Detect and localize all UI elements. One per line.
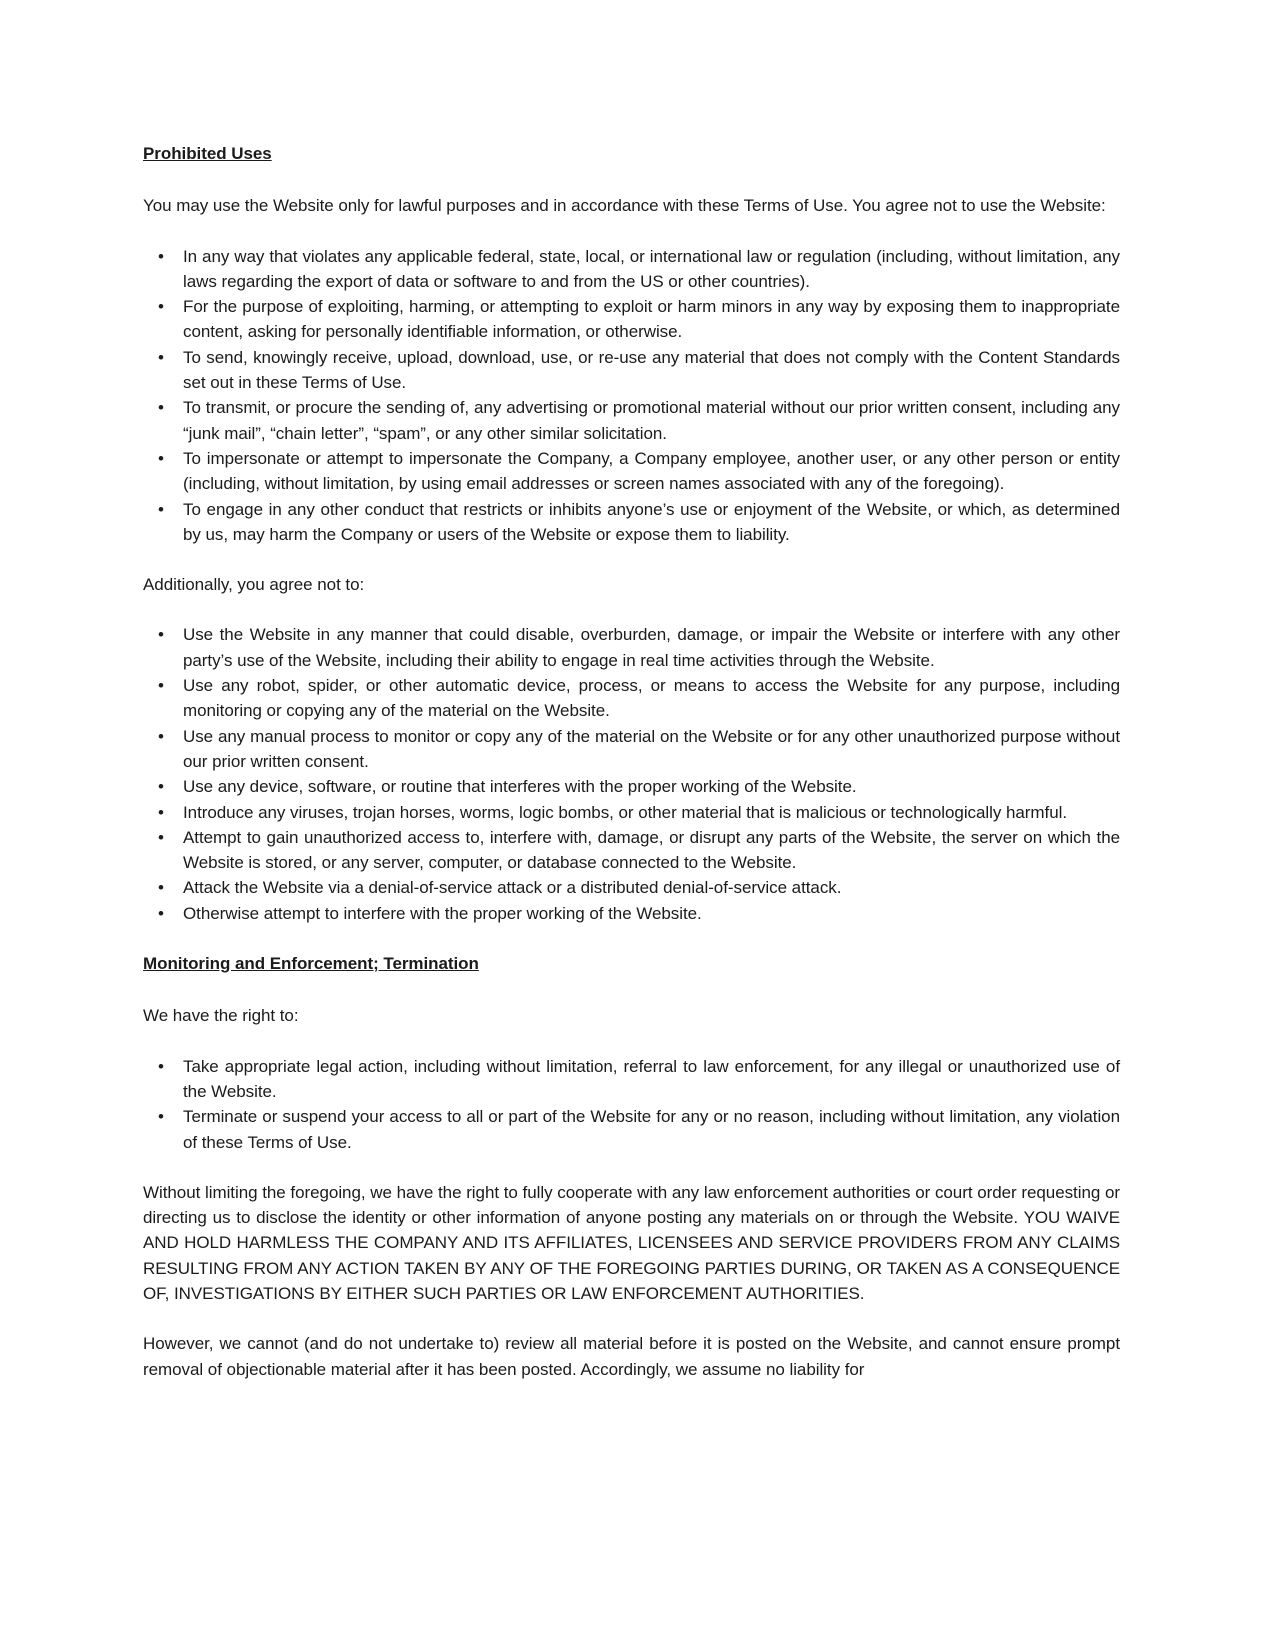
list-item: • Use any manual process to monitor or copy any of the material on the Website or for any other unauthorized purpose without our prior written consent. [143, 724, 1120, 775]
list-item: • Terminate or suspend your access to all or part of the Website for any or no reason, including without limitation, any violation of these Terms of Use. [143, 1104, 1120, 1155]
list-item: • Take appropriate legal action, including without limitation, referral to law enforcement, for any illegal or unauthorized use of the Website. [143, 1054, 1120, 1105]
list-item: • Otherwise attempt to interfere with the proper working of the Website. [143, 901, 1120, 926]
list-item: • Use any device, software, or routine that interferes with the proper working of the Website. [143, 774, 1120, 799]
list-item: • To transmit, or procure the sending of, any advertising or promotional material without our prior written consent, including any “junk mail”, “chain letter”, “spam”, or any other similar solicitation. [143, 395, 1120, 446]
paragraph-prohibited-uses-intro: You may use the Website only for lawful purposes and in accordance with these Terms of Use. You agree not to use the Website: [143, 196, 1106, 216]
list-item: • Use any robot, spider, or other automatic device, process, or means to access the Website for any purpose, including monitoring or copying any of the material on the Website. [143, 673, 1120, 724]
prohibited-uses-list [143, 244, 1120, 548]
section-heading-prohibited-uses: Prohibited Uses [143, 144, 272, 163]
list-item: • To engage in any other conduct that restricts or inhibits anyone’s use or enjoyment of the Website, or which, as determined by us, may harm the Company or users of the Website or expose them to liability. [143, 497, 1120, 548]
list-item: • To impersonate or attempt to impersonate the Company, a Company employee, another user, or any other person or entity (including, without limitation, by using email addresses or screen names associated with any of the foregoing). [143, 446, 1120, 497]
section-heading-monitoring-enforcement: Monitoring and Enforcement; Termination [143, 954, 479, 974]
list-item: • In any way that violates any applicable federal, state, local, or international law or regulation (including, without limitation, any laws regarding the export of data or software to and from the US or other countries). [143, 244, 1120, 295]
paragraph-additional-intro: Additionally, you agree not to: [143, 575, 365, 595]
paragraph-material-review-disclaimer: However, we cannot (and do not undertake to) review all material before it is posted on the Website, and cannot ensure prompt removal of objectionable material after it has been posted. Accordingly, we assume no liability for [143, 1334, 1120, 1379]
list-item: • To send, knowingly receive, upload, download, use, or re-use any material that does not comply with the Content Standards set out in these Terms of Use. [143, 345, 1120, 396]
list-item: • Use the Website in any manner that could disable, overburden, damage, or impair the Website or interfere with any other party’s use of the Website, including their ability to engage in real time activities through the Website. [143, 622, 1120, 673]
list-item: • Introduce any viruses, trojan horses, worms, logic bombs, or other material that is malicious or technologically harmful. [143, 800, 1120, 825]
additional-restrictions-list [143, 622, 1120, 926]
terms-of-use-content [143, 141, 1120, 1382]
list-item: • Attempt to gain unauthorized access to, interfere with, damage, or disrupt any parts of the Website, the server on which the Website is stored, or any server, computer, or database connected to the Website. [143, 825, 1120, 876]
paragraph-law-enforcement-cooperation: Without limiting the foregoing, we have the right to fully cooperate with any law enforcement authorities or court order requesting or directing us to disclose the identity or other information of anyone posting any materials on or through the Website. YOU WAIVE AND HOLD HARMLESS THE COMPANY AND ITS AFFILIATES, LICENSEES AND SERVICE PROVIDERS FROM ANY CLAIMS RESULTING FROM ANY ACTION TAKEN BY ANY OF THE FOREGOING PARTIES DURING, OR TAKEN AS A CONSEQUENCE OF, INVESTIGATIONS BY EITHER SUCH PARTIES OR LAW ENFORCEMENT AUTHORITIES. [143, 1182, 1120, 1303]
list-item: • Attack the Website via a denial-of-service attack or a distributed denial-of-service attack. [143, 875, 1120, 900]
monitoring-rights-list [143, 1054, 1120, 1155]
paragraph-monitoring-intro: We have the right to: [143, 1006, 299, 1026]
list-item: • For the purpose of exploiting, harming, or attempting to exploit or harm minors in any way by exposing them to inappropriate content, asking for personally identifiable information, or otherwise. [143, 294, 1120, 345]
